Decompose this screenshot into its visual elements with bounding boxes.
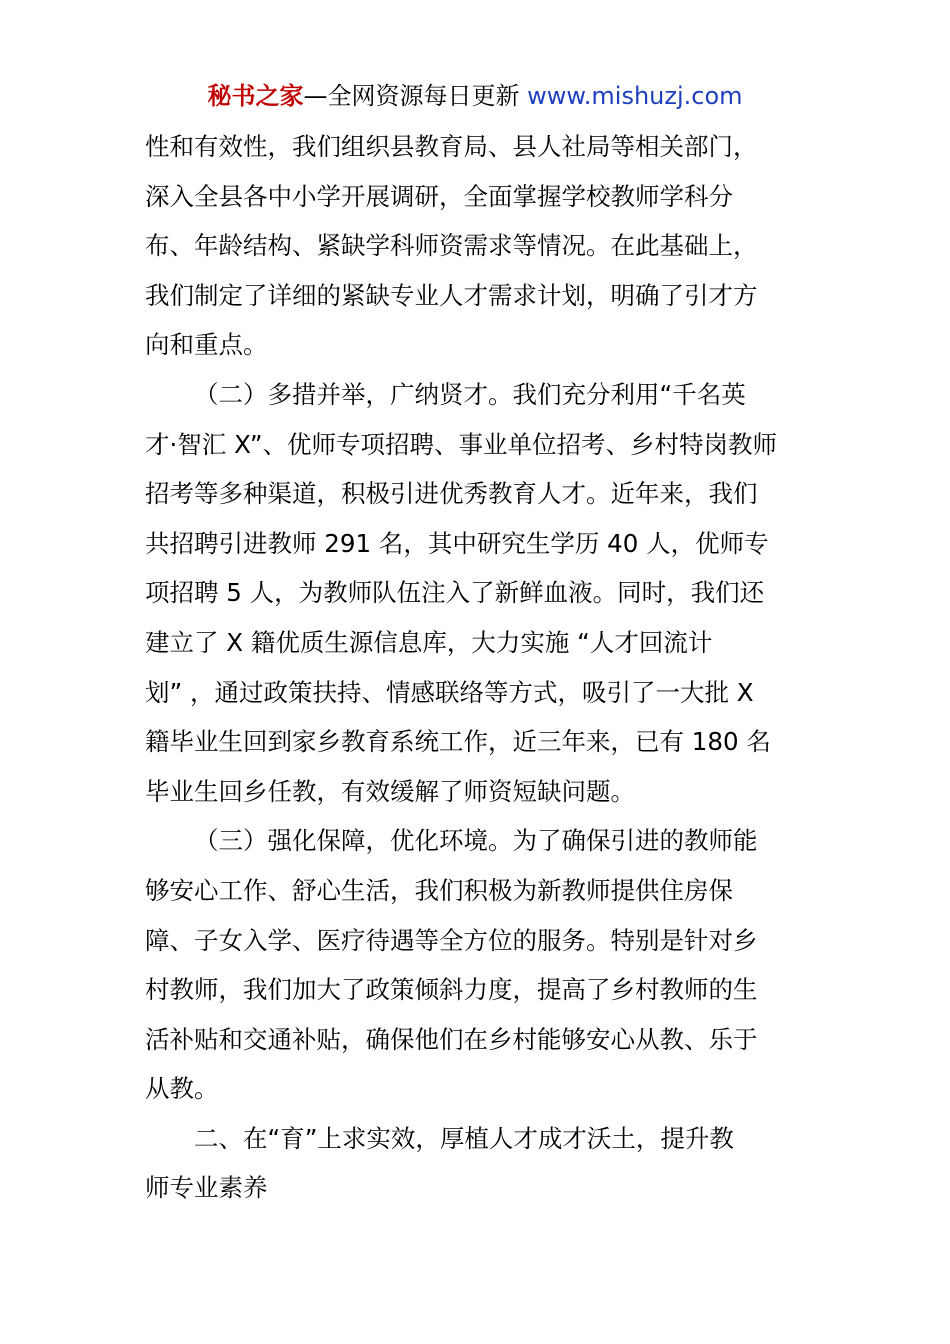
body-line: 深入全县各中小学开展调研，全面掌握学校教师学科分 (145, 181, 733, 211)
body-line: 毕业生回乡任教，有效缓解了师资短缺问题。 (145, 776, 635, 806)
site-banner (0, 80, 950, 112)
section-heading-line: （三）强化保障，优化环境。为了确保引进的教师能 (194, 826, 758, 856)
body-line: 招考等多种渠道，积极引进优秀教育人才。近年来，我们 (145, 479, 758, 509)
body-line: 向和重点。 (145, 330, 268, 360)
body-line: 布、年龄结构、紧缺学科师资需求等情况。在此基础上， (145, 231, 758, 261)
body-line: 籍毕业生回到家乡教育系统工作，近三年来，已有 180 名 (145, 727, 771, 757)
body-line: 性和有效性，我们组织县教育局、县人社局等相关部门， (145, 132, 758, 161)
body-line: 才·智汇 X”、优师专项招聘、事业单位招考、乡村特岗教师 (145, 429, 778, 459)
section-heading-line: （二）多措并举，广纳贤才。我们充分利用“千名英 (194, 379, 746, 409)
body-line: 共招聘引进教师 291 名，其中研究生学历 40 人，优师专 (145, 528, 769, 558)
banner-tagline: —全网资源每日更新 (303, 82, 528, 110)
body-line: 活补贴和交通补贴，确保他们在乡村能够安心从教、乐于 (145, 1024, 758, 1054)
body-line: 我们制定了详细的紧缺专业人才需求计划，明确了引才方 (145, 280, 758, 310)
body-line: 障、子女入学、医疗待遇等全方位的服务。特别是针对乡 (145, 925, 758, 955)
body-line: 建立了 X 籍优质生源信息库，大力实施 “人才回流计 (145, 627, 713, 657)
site-url: www.mishuzj.com (527, 82, 743, 110)
document-body (145, 122, 807, 1213)
body-line: 师专业素养 (145, 1173, 268, 1203)
body-line: 够安心工作、舒心生活，我们积极为新教师提供住房保 (145, 875, 733, 905)
body-line: 划” ，通过政策扶持、情感联络等方式，吸引了一大批 X (145, 677, 754, 707)
body-line: 从教。 (145, 1074, 219, 1104)
brand-name: 秘书之家 (207, 82, 304, 110)
chapter-heading-line: 二、在“育”上求实效，厚植人才成才沃土，提升教 (194, 1123, 734, 1153)
body-line: 村教师，我们加大了政策倾斜力度，提高了乡村教师的生 (145, 975, 758, 1005)
body-line: 项招聘 5 人，为教师队伍注入了新鲜血液。同时，我们还 (145, 578, 765, 608)
